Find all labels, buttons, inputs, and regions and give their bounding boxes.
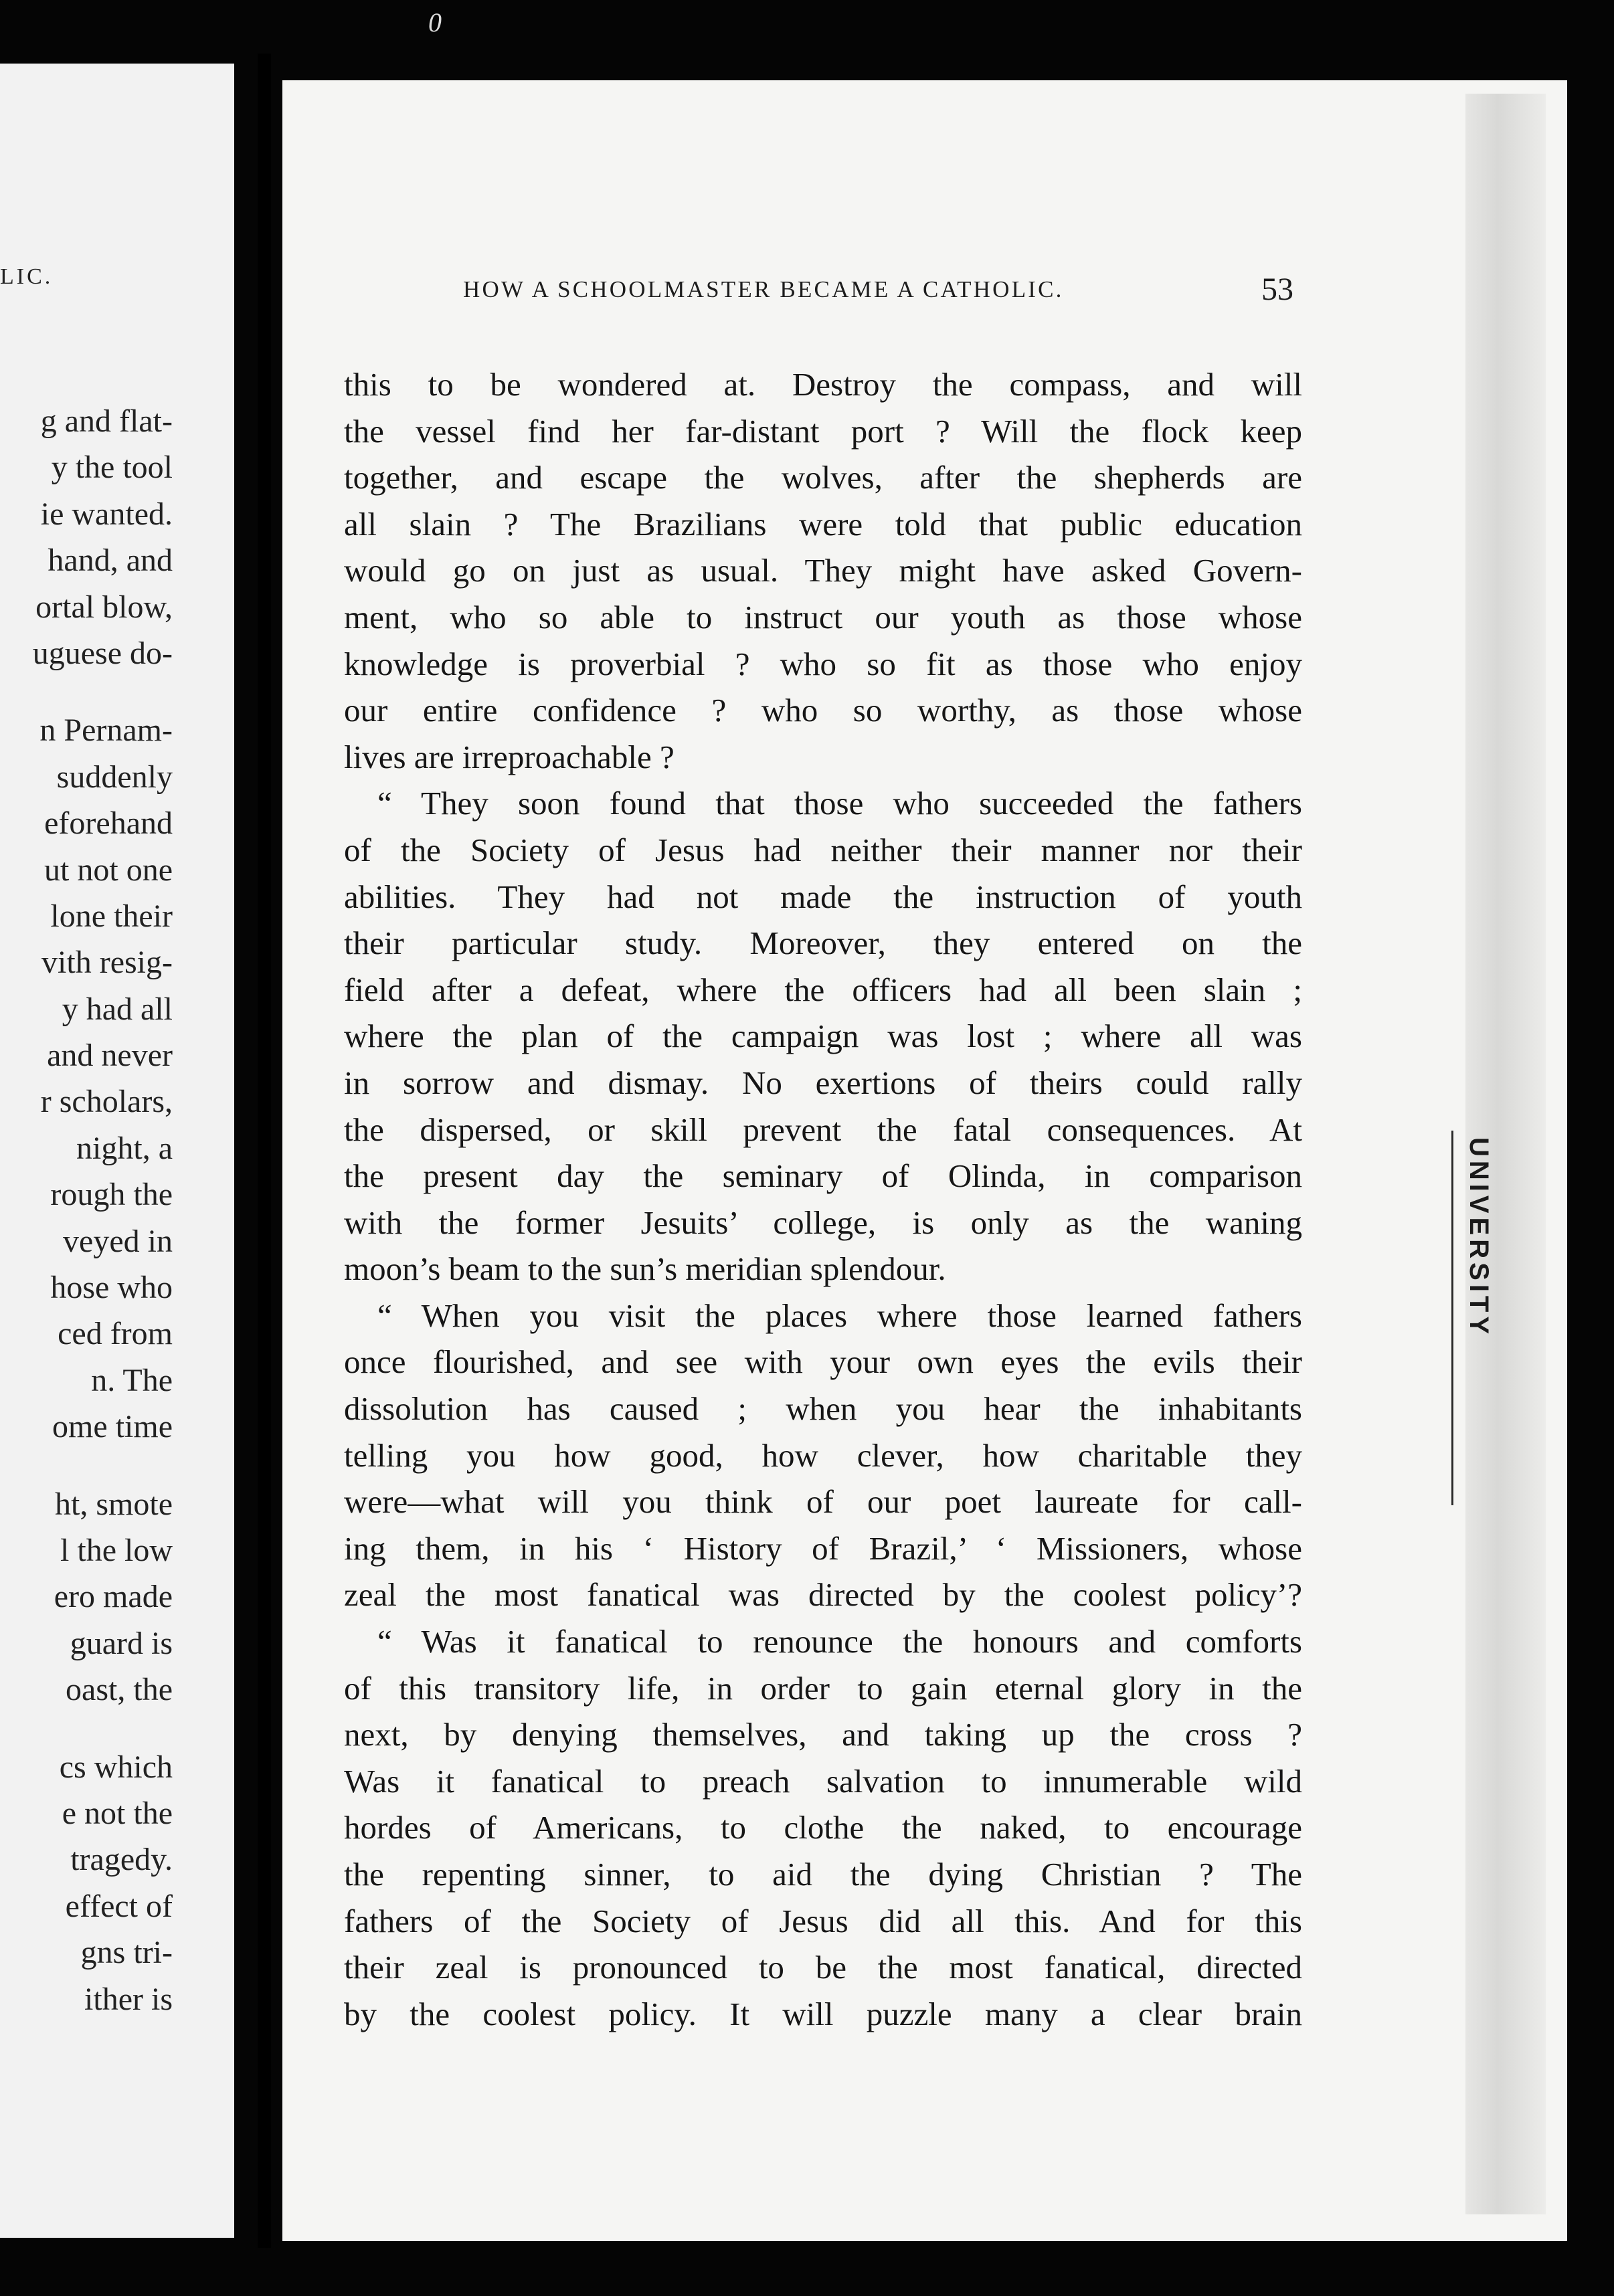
left-text-line: e not the	[62, 1795, 173, 1831]
left-text-line: cs which	[59, 1749, 173, 1785]
left-text-line: eforehand	[44, 805, 173, 842]
text-line: “ When you visit the places where those learned fathers	[377, 1297, 1302, 1334]
text-line: fathers of the Society of Jesus did all this. And for this	[344, 1902, 1302, 1939]
text-line: the vessel find her far-distant port ? Will the flock keep	[344, 412, 1302, 450]
left-text-line: lone their	[50, 898, 173, 934]
text-line: would go on just as usual. They might have asked Govern-	[344, 552, 1302, 589]
text-line: where the plan of the campaign was lost ; where all was	[344, 1018, 1302, 1055]
text-line: hordes of Americans, to clothe the naked, to encourage	[344, 1809, 1302, 1846]
stamp-bar	[1451, 1131, 1453, 1505]
text-line: together, and escape the wolves, after the shepherds are	[344, 459, 1302, 496]
left-text-line: n. The	[91, 1362, 173, 1398]
left-text-line: suddenly	[56, 759, 173, 795]
text-line: this to be wondered at. Destroy the compass, and will	[344, 366, 1302, 403]
left-text-line: y had all	[62, 991, 173, 1027]
text-line: next, by denying themselves, and taking up the cross ?	[344, 1716, 1302, 1753]
text-line: by the coolest policy. It will puzzle many a clear brain	[344, 1995, 1302, 2032]
left-text-line: tragedy.	[70, 1842, 173, 1878]
left-text-line: hand, and	[48, 543, 173, 579]
text-line: Was it fanatical to preach salvation to innumerable wild	[344, 1762, 1302, 1800]
left-text-line: r scholars,	[40, 1084, 173, 1120]
text-line: their zeal is pronounced to be the most fanatical, directed	[344, 1949, 1302, 1986]
left-text-line: vith resig-	[41, 945, 173, 981]
text-line: ment, who so able to instruct our youth as those whose	[344, 598, 1302, 636]
left-text-line: night, a	[76, 1130, 173, 1166]
left-line-gap	[33, 1713, 173, 1744]
left-text-line: uguese do-	[32, 635, 173, 671]
left-text-line: hose who	[50, 1270, 173, 1306]
page-number: 53	[1261, 272, 1293, 307]
text-line: the present day the seminary of Olinda, in comparison	[344, 1157, 1302, 1195]
left-text-line: ortal blow,	[35, 589, 173, 625]
left-line-gap	[33, 1450, 173, 1481]
text-line: “ Was it fanatical to renounce the honours and comforts	[377, 1623, 1302, 1660]
left-text-line: veyed in	[63, 1223, 173, 1259]
text-line: with the former Jesuits’ college, is only as the waning	[344, 1204, 1302, 1241]
left-text-line: l the low	[60, 1532, 173, 1568]
text-line: abilities. They had not made the instruction of youth	[344, 878, 1302, 915]
text-line: the dispersed, or skill prevent the fatal consequences. At	[344, 1111, 1302, 1148]
left-text-line: ither is	[84, 1981, 173, 2017]
left-line-gap	[33, 676, 173, 707]
stamp-text: UNIVERSITY	[1464, 1137, 1494, 1339]
text-line: dissolution has caused ; when you hear the inhabitants	[344, 1390, 1302, 1428]
left-text-line: g and flat-	[40, 403, 173, 439]
text-line: the repenting sinner, to aid the dying Christian ? The	[344, 1856, 1302, 1893]
text-line: our entire confidence ? who so worthy, as those whose	[344, 692, 1302, 729]
left-text-line: ced from	[58, 1316, 173, 1352]
left-text-line: ut not one	[44, 852, 173, 888]
text-line: lives are irreproachable ?	[344, 738, 675, 775]
text-line: “ They soon found that those who succeeded the fathers	[377, 785, 1302, 822]
left-page-running-head: LIC.	[0, 264, 54, 289]
text-line: were—what will you think of our poet laureate for call-	[344, 1483, 1302, 1521]
left-text-line: y the tool	[51, 450, 173, 486]
text-line: once flourished, and see with your own eyes the evils their	[344, 1343, 1302, 1381]
left-text-line: ome time	[52, 1409, 173, 1445]
text-line: in sorrow and dismay. No exertions of theirs could rally	[344, 1064, 1302, 1101]
library-stamp	[1449, 1131, 1496, 1532]
left-text-line: rough the	[50, 1177, 173, 1213]
book-gutter	[258, 54, 271, 2248]
text-line: their particular study. Moreover, they entered on the	[344, 925, 1302, 962]
text-line: ing them, in his ‘ History of Brazil,’ ‘ Missioners, whose	[344, 1529, 1302, 1567]
text-line: zeal the most fanatical was directed by the coolest policy’?	[344, 1576, 1302, 1614]
text-line: moon’s beam to the sun’s meridian splendour.	[344, 1250, 946, 1288]
left-text-line: ht, smote	[55, 1486, 173, 1522]
left-text-line: effect of	[65, 1888, 173, 1924]
running-head: HOW A SCHOOLMASTER BECAME A CATHOLIC.	[463, 276, 1064, 302]
left-page-text	[33, 398, 173, 2022]
left-text-line: and never	[47, 1038, 173, 1074]
text-line: all slain ? The Brazilians were told that public education	[344, 505, 1302, 543]
text-line: of this transitory life, in order to gain eternal glory in the	[344, 1669, 1302, 1707]
left-text-line: n Pernam-	[39, 712, 173, 749]
body-text	[344, 361, 1302, 2037]
text-line: field after a defeat, where the officers had all been slain ;	[344, 971, 1302, 1008]
text-line: telling you how good, how clever, how charitable they	[344, 1436, 1302, 1474]
left-page	[0, 64, 234, 2238]
left-text-line: oast, the	[66, 1672, 173, 1708]
text-line: knowledge is proverbial ? who so fit as those who enjoy	[344, 645, 1302, 682]
left-text-line: ero made	[54, 1579, 173, 1615]
left-text-line: ie wanted.	[40, 496, 173, 532]
text-line: of the Society of Jesus had neither their manner nor their	[344, 831, 1302, 868]
left-text-line: guard is	[70, 1625, 173, 1661]
top-mark: 0	[428, 7, 442, 37]
left-text-line: gns tri-	[80, 1935, 173, 1971]
